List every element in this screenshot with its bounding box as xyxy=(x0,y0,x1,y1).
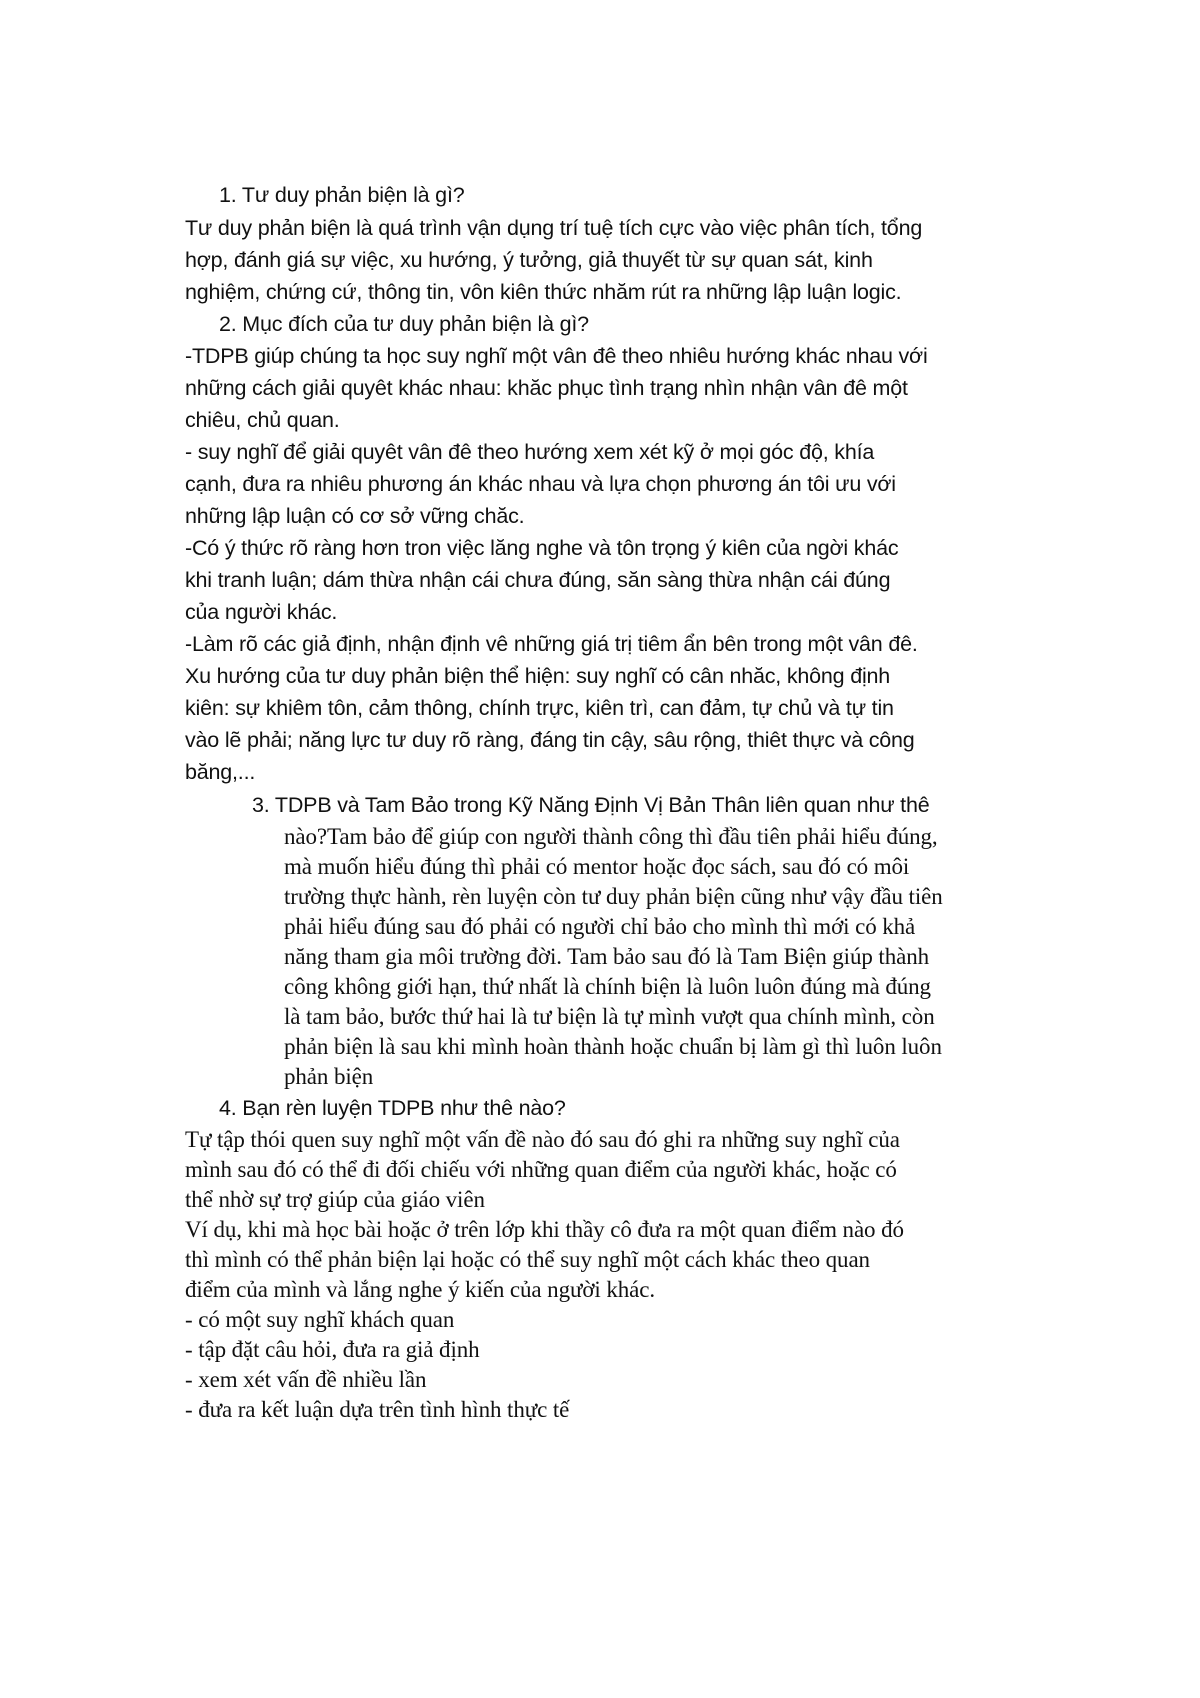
q2-paragraph-line: -TDPB giúp chúng ta học suy nghĩ một vân đê theo nhiêu hướng khác nhau với xyxy=(185,344,928,368)
q4-bullet-item: - xem xét vấn đề nhiều lần xyxy=(185,1367,427,1392)
q3-paragraph-line: năng tham gia môi trường đời. Tam bảo sau đó là Tam Biện giúp thành xyxy=(284,944,930,969)
q2-paragraph-line: băng,... xyxy=(185,760,256,784)
q4-heading: 4. Bạn rèn luyện TDPB như thê nào? xyxy=(219,1096,566,1120)
q4-paragraph-line: Ví dụ, khi mà học bài hoặc ở trên lớp khi thầy cô đưa ra một quan điểm nào đó xyxy=(185,1217,904,1242)
q3-paragraph-line: phản biện xyxy=(284,1064,374,1089)
q3-paragraph-line: phản biện là sau khi mình hoàn thành hoặc chuẩn bị làm gì thì luôn luôn xyxy=(284,1034,942,1059)
q2-paragraph-line: - suy nghĩ để giải quyêt vân đê theo hướng xem xét kỹ ở mọi góc độ, khía xyxy=(185,440,875,464)
q2-paragraph-line: kiên: sự khiêm tôn, cảm thông, chính trực, kiên trì, can đảm, tự chủ và tự tin xyxy=(185,696,894,720)
q3-paragraph-line: công không giới hạn, thứ nhất là chính biện là luôn luôn đúng mà đúng xyxy=(284,974,931,999)
q2-paragraph-line: của người khác. xyxy=(185,600,338,624)
q2-paragraph-line: chiêu, chủ quan. xyxy=(185,408,340,432)
q4-bullet-item: - có một suy nghĩ khách quan xyxy=(185,1307,455,1332)
q4-paragraph-line: điểm của mình và lắng nghe ý kiến của người khác. xyxy=(185,1277,656,1302)
q4-paragraph-line: Tự tập thói quen suy nghĩ một vấn đề nào đó sau đó ghi ra những suy nghĩ của xyxy=(185,1127,900,1152)
q4-bullet-item: - tập đặt câu hỏi, đưa ra giả định xyxy=(185,1337,480,1362)
q4-bullet-item: - đưa ra kết luận dựa trên tình hình thực tế xyxy=(185,1397,570,1422)
q4-paragraph-line: thể nhờ sự trợ giúp của giáo viên xyxy=(185,1187,485,1212)
q3-paragraph-line: mà muốn hiểu đúng thì phải có mentor hoặc đọc sách, sau đó có môi xyxy=(284,854,910,879)
q2-heading: 2. Mục đích của tư duy phản biện là gì? xyxy=(219,312,589,336)
q1-paragraph-line: nghiệm, chứng cứ, thông tin, vôn kiên thức nhăm rút ra những lập luận logic. xyxy=(185,280,902,304)
q2-paragraph-line: -Làm rõ các giả định, nhận định vê những giá trị tiêm ẩn bên trong một vân đê. xyxy=(185,632,918,656)
q2-paragraph-line: những lập luận có cơ sở vững chăc. xyxy=(185,504,525,528)
q2-paragraph-line: những cách giải quyêt khác nhau: khăc phục tình trạng nhìn nhận vân đê một xyxy=(185,376,908,400)
q1-paragraph-line: hợp, đánh giá sự việc, xu hướng, ý tưởng, giả thuyết từ sự quan sát, kinh xyxy=(185,248,873,272)
q3-heading: 3. TDPB và Tam Bảo trong Kỹ Năng Định Vị Bản Thân liên quan như thê xyxy=(252,793,930,817)
q3-paragraph-line: trường thực hành, rèn luyện còn tư duy phản biện cũng như vậy đầu tiên xyxy=(284,884,943,909)
q2-paragraph-line: Xu hướng của tư duy phản biện thể hiện: suy nghĩ có cân nhăc, không định xyxy=(185,664,891,688)
q2-paragraph-line: -Có ý thức rõ ràng hơn tron việc lăng nghe và tôn trọng ý kiên của ngời khác xyxy=(185,536,899,560)
q3-paragraph-line: nào?Tam bảo để giúp con người thành công thì đầu tiên phải hiểu đúng, xyxy=(284,824,938,849)
q2-paragraph-line: khi tranh luận; dám thừa nhận cái chưa đúng, săn sàng thừa nhận cái đúng xyxy=(185,568,891,592)
q2-paragraph-line: vào lẽ phải; năng lực tư duy rõ ràng, đáng tin cậy, sâu rộng, thiêt thực và công xyxy=(185,728,915,752)
q4-paragraph-line: thì mình có thể phản biện lại hoặc có thể suy nghĩ một cách khác theo quan xyxy=(185,1247,870,1272)
q3-paragraph-line: là tam bảo, bước thứ hai là tư biện là tự mình vượt qua chính mình, còn xyxy=(284,1004,935,1029)
q4-paragraph-line: mình sau đó có thể đi đối chiếu với những quan điểm của người khác, hoặc có xyxy=(185,1157,897,1182)
q1-heading: 1. Tư duy phản biện là gì? xyxy=(219,183,465,207)
q3-paragraph-line: phải hiểu đúng sau đó phải có người chỉ bảo cho mình thì mới có khả xyxy=(284,914,916,939)
q1-paragraph-line: Tư duy phản biện là quá trình vận dụng trí tuệ tích cực vào việc phân tích, tổng xyxy=(185,216,923,240)
q2-paragraph-line: cạnh, đưa ra nhiêu phương án khác nhau và lựa chọn phương án tôi ưu với xyxy=(185,472,896,496)
